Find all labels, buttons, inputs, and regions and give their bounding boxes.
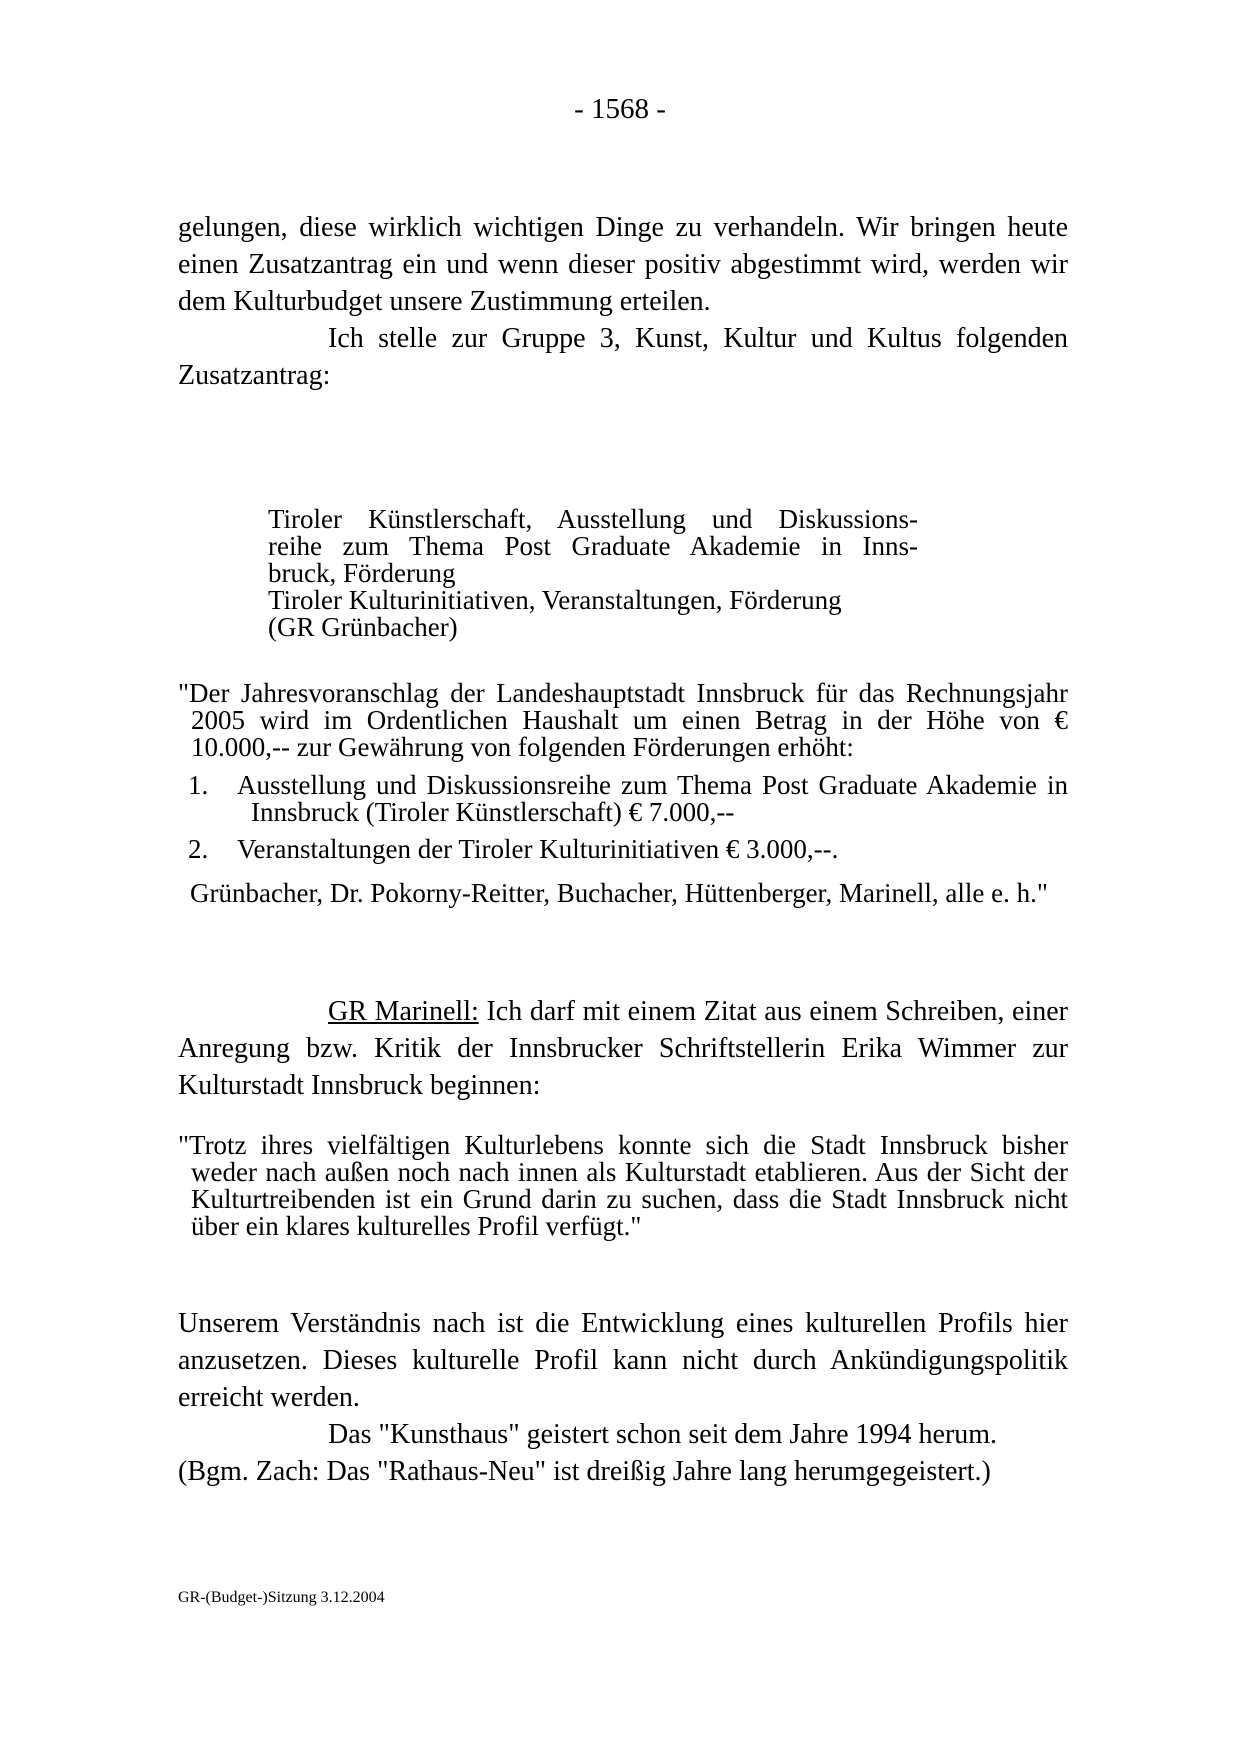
intro-section [178,209,1068,394]
page-number: - 1568 - [574,93,666,125]
motion-item-text: Ausstellung und Diskussionsreihe zum Thema Post Graduate Akademie in Innsbruck (Tiroler Künstlerschaft) € 7.000,-- [237,770,1068,827]
motion-title-author: (GR Grünbacher) [268,612,458,642]
speech-text: Ich darf mit einem Zitat aus einem Schreiben, einer Anregung bzw. Kritik der Innsbrucker Schriftstellerin Erika Wimmer zur Kulturstadt Innsbruck beginnen: [178,996,1069,1101]
citation [178,1132,1068,1240]
motion-title-line: bruck, Förderung [268,558,456,588]
motion-item [188,836,1068,863]
speech-paragraph [178,993,1068,1104]
citation-text: "Trotz ihres vielfältigen Kulturlebens konnte sich die Stadt Innsbruck bisher weder nach außen noch nach innen als Kulturstadt etablieren. Aus der Sicht der Kulturtreibenden ist ein Grund darin zu suchen, dass die Stadt Innsbruck nicht über ein klares kulturelles Profil verfügt." [178,1130,1068,1241]
speech-section [178,993,1068,1104]
motion-item-number: 1. [188,770,209,800]
closing-paragraph: Unserem Verständnis nach ist die Entwicklung eines kulturellen Profils hier anzusetzen. Dieses kulturelle Profil kann nicht durch Ankündigungspolitik erreicht werden. [178,1308,1068,1413]
kunsthaus-paragraph: Das "Kunsthaus" geistert schon seit dem Jahre 1994 herum. [328,1419,998,1450]
signers-text: Grünbacher, Dr. Pokorny-Reitter, Buchacher, Hüttenberger, Marinell, alle e. h." [190,878,1048,908]
motion-title [268,506,918,641]
motion-item-number: 2. [188,834,209,864]
footer: GR-(Budget-)Sitzung 3.12.2004 [178,1589,385,1606]
motion-signers [190,880,1068,907]
motion-text [178,680,1068,761]
motion-item-text: Veranstaltungen der Tiroler Kulturinitiativen € 3.000,--. [237,834,839,864]
motion-title-line: reihe zum Thema Post Graduate Akademie in Inns- [268,531,918,561]
closing-section [178,1305,1068,1490]
speaker-name: GR Marinell: [328,996,479,1027]
intro-paragraph: gelungen, diese wirklich wichtigen Dinge zu verhandeln. Wir bringen heute einen Zusatzantrag ein und wenn dieser positiv abgestimmt wird, werden wir dem Kulturbudget unsere Zustimmung erteilen. [178,212,1068,317]
motion-title-line: Tiroler Künstlerschaft, Ausstellung und Diskussions- [268,504,918,534]
motion-text-body: "Der Jahresvoranschlag der Landeshauptstadt Innsbruck für das Rechnungsjahr 2005 wird im Ordentlichen Haushalt um einen Betrag in der Höhe von € 10.000,-- zur Gewährung von folgenden Förderungen erhöht: [178,678,1068,762]
motion-title-line: Tiroler Kulturinitiativen, Veranstaltungen, Förderung [268,585,842,615]
motion-item [188,772,1068,826]
interjection: (Bgm. Zach: Das "Rathaus-Neu" ist dreißig Jahre lang herumgegeistert.) [178,1456,991,1487]
motion-intro-paragraph: Ich stelle zur Gruppe 3, Kunst, Kultur und Kultus folgenden Zusatzantrag: [178,323,1068,391]
